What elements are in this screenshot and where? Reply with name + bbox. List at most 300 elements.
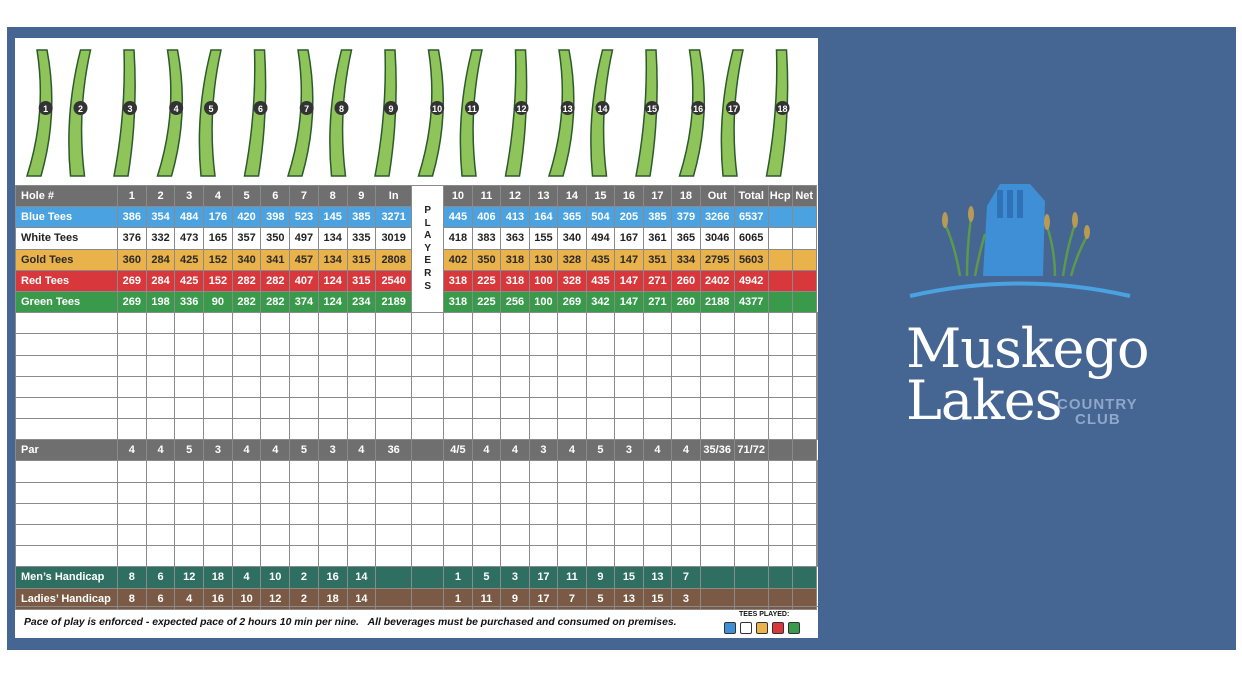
blank-score-cell[interactable] bbox=[318, 355, 347, 376]
blank-score-cell[interactable] bbox=[376, 397, 412, 418]
blank-score-cell[interactable] bbox=[643, 313, 672, 334]
blank-score-cell[interactable] bbox=[204, 461, 233, 482]
blank-score-cell[interactable] bbox=[290, 525, 319, 546]
blank-score-cell[interactable] bbox=[816, 525, 817, 546]
blank-score-cell[interactable] bbox=[204, 397, 233, 418]
blank-score-cell[interactable] bbox=[672, 334, 701, 355]
blank-score-cell[interactable] bbox=[816, 461, 817, 482]
blank-score-cell[interactable] bbox=[700, 525, 734, 546]
blank-score-cell[interactable] bbox=[412, 503, 444, 524]
blank-score-cell[interactable] bbox=[347, 546, 376, 567]
blank-score-cell[interactable] bbox=[412, 376, 444, 397]
blank-score-cell[interactable] bbox=[290, 334, 319, 355]
blank-score-cell[interactable] bbox=[376, 525, 412, 546]
blank-score-cell[interactable] bbox=[347, 313, 376, 334]
blank-score-cell[interactable] bbox=[146, 355, 175, 376]
blank-score-cell[interactable] bbox=[734, 482, 768, 503]
blank-score-cell[interactable] bbox=[146, 546, 175, 567]
blank-score-cell[interactable] bbox=[672, 525, 701, 546]
blank-score-cell[interactable] bbox=[290, 313, 319, 334]
blank-score-cell[interactable] bbox=[118, 461, 147, 482]
blank-score-cell[interactable] bbox=[376, 503, 412, 524]
blank-score-cell[interactable] bbox=[118, 546, 147, 567]
blank-score-cell[interactable] bbox=[615, 397, 644, 418]
blank-score-cell[interactable] bbox=[792, 546, 816, 567]
blank-score-cell[interactable] bbox=[643, 397, 672, 418]
blank-score-cell[interactable] bbox=[261, 419, 290, 440]
blank-score-cell[interactable] bbox=[734, 461, 768, 482]
blank-score-cell[interactable] bbox=[558, 313, 587, 334]
blank-score-cell[interactable] bbox=[204, 546, 233, 567]
blank-score-cell[interactable] bbox=[146, 482, 175, 503]
blank-score-cell[interactable] bbox=[412, 334, 444, 355]
blank-score-cell[interactable] bbox=[347, 419, 376, 440]
blank-score-cell[interactable] bbox=[146, 397, 175, 418]
blank-score-cell[interactable] bbox=[615, 461, 644, 482]
blank-score-cell[interactable] bbox=[175, 313, 204, 334]
blank-score-cell[interactable] bbox=[232, 525, 261, 546]
blank-score-cell[interactable] bbox=[204, 376, 233, 397]
blank-score-cell[interactable] bbox=[734, 503, 768, 524]
blank-score-cell[interactable] bbox=[444, 482, 473, 503]
blank-score-cell[interactable] bbox=[643, 376, 672, 397]
blank-score-cell[interactable] bbox=[16, 419, 118, 440]
blank-score-cell[interactable] bbox=[816, 419, 817, 440]
blank-score-cell[interactable] bbox=[472, 461, 501, 482]
blank-score-cell[interactable] bbox=[768, 313, 792, 334]
score-cell: 271 bbox=[643, 270, 672, 291]
blank-score-cell[interactable] bbox=[376, 376, 412, 397]
blank-score-cell[interactable] bbox=[768, 397, 792, 418]
blank-score-cell[interactable] bbox=[672, 482, 701, 503]
blank-score-cell[interactable] bbox=[816, 355, 817, 376]
blank-score-cell[interactable] bbox=[412, 397, 444, 418]
blank-score-cell[interactable] bbox=[175, 525, 204, 546]
blank-score-cell[interactable] bbox=[261, 397, 290, 418]
blank-score-cell[interactable] bbox=[792, 482, 816, 503]
blank-score-cell[interactable] bbox=[643, 461, 672, 482]
blank-score-cell[interactable] bbox=[700, 546, 734, 567]
blank-score-cell[interactable] bbox=[261, 503, 290, 524]
blank-score-cell[interactable] bbox=[444, 355, 473, 376]
blank-score-cell[interactable] bbox=[501, 546, 530, 567]
blank-score-cell[interactable] bbox=[558, 482, 587, 503]
blank-score-cell[interactable] bbox=[615, 376, 644, 397]
blank-score-cell[interactable] bbox=[16, 397, 118, 418]
blank-score-cell[interactable] bbox=[792, 355, 816, 376]
blank-score-cell[interactable] bbox=[261, 461, 290, 482]
score-cell: 5 bbox=[586, 440, 615, 461]
blank-score-cell[interactable] bbox=[792, 313, 816, 334]
blank-score-cell[interactable] bbox=[792, 334, 816, 355]
blank-score-cell[interactable] bbox=[529, 461, 558, 482]
blank-score-cell[interactable] bbox=[318, 461, 347, 482]
blank-score-cell[interactable] bbox=[16, 482, 118, 503]
blank-score-cell[interactable] bbox=[529, 376, 558, 397]
blank-score-cell[interactable] bbox=[118, 355, 147, 376]
blank-score-cell[interactable] bbox=[318, 546, 347, 567]
blank-score-cell[interactable] bbox=[529, 419, 558, 440]
blank-score-cell[interactable] bbox=[586, 397, 615, 418]
blank-score-cell[interactable] bbox=[672, 546, 701, 567]
blank-score-cell[interactable] bbox=[261, 376, 290, 397]
blank-score-cell[interactable] bbox=[472, 503, 501, 524]
blank-score-cell[interactable] bbox=[558, 355, 587, 376]
blank-score-cell[interactable] bbox=[529, 334, 558, 355]
blank-score-cell[interactable] bbox=[175, 461, 204, 482]
blank-score-cell[interactable] bbox=[472, 376, 501, 397]
blank-score-cell[interactable] bbox=[261, 313, 290, 334]
blank-score-cell[interactable] bbox=[672, 397, 701, 418]
blank-score-cell[interactable] bbox=[318, 313, 347, 334]
blank-score-cell[interactable] bbox=[501, 503, 530, 524]
blank-score-cell[interactable] bbox=[444, 313, 473, 334]
blank-score-cell[interactable] bbox=[175, 397, 204, 418]
blank-score-cell[interactable] bbox=[444, 461, 473, 482]
blank-score-cell[interactable] bbox=[558, 376, 587, 397]
blank-score-cell[interactable] bbox=[347, 461, 376, 482]
blank-score-cell[interactable] bbox=[412, 313, 444, 334]
blank-score-cell[interactable] bbox=[734, 355, 768, 376]
blank-score-cell[interactable] bbox=[290, 376, 319, 397]
blank-score-cell[interactable] bbox=[615, 525, 644, 546]
blank-score-cell[interactable] bbox=[412, 355, 444, 376]
blank-score-cell[interactable] bbox=[672, 313, 701, 334]
blank-score-cell[interactable] bbox=[412, 482, 444, 503]
blank-score-cell[interactable] bbox=[376, 334, 412, 355]
blank-score-cell[interactable] bbox=[700, 334, 734, 355]
blank-score-cell[interactable] bbox=[290, 419, 319, 440]
blank-score-cell[interactable] bbox=[376, 482, 412, 503]
blank-score-cell[interactable] bbox=[672, 503, 701, 524]
blank-score-cell[interactable] bbox=[16, 334, 118, 355]
blank-score-cell[interactable] bbox=[118, 313, 147, 334]
blank-score-cell[interactable] bbox=[792, 503, 816, 524]
blank-score-cell[interactable] bbox=[529, 482, 558, 503]
logo-sub-2: CLUB bbox=[1075, 411, 1121, 428]
blank-score-cell[interactable] bbox=[376, 313, 412, 334]
blank-score-cell[interactable] bbox=[376, 355, 412, 376]
blank-score-cell[interactable] bbox=[700, 503, 734, 524]
blank-score-cell[interactable] bbox=[501, 376, 530, 397]
blank-score-cell[interactable] bbox=[586, 419, 615, 440]
blank-score-cell[interactable] bbox=[586, 355, 615, 376]
blank-score-cell[interactable] bbox=[643, 355, 672, 376]
blank-score-cell[interactable] bbox=[615, 334, 644, 355]
blank-score-cell[interactable] bbox=[734, 376, 768, 397]
blank-score-cell[interactable] bbox=[615, 419, 644, 440]
blank-score-cell[interactable] bbox=[318, 482, 347, 503]
blank-score-cell[interactable] bbox=[175, 482, 204, 503]
blank-score-cell[interactable] bbox=[472, 546, 501, 567]
blank-score-cell[interactable] bbox=[412, 546, 444, 567]
blank-score-cell[interactable] bbox=[118, 419, 147, 440]
blank-score-cell[interactable] bbox=[768, 461, 792, 482]
blank-score-cell[interactable] bbox=[734, 313, 768, 334]
blank-score-cell[interactable] bbox=[175, 419, 204, 440]
score-cell: 10 bbox=[261, 567, 290, 588]
blank-score-cell[interactable] bbox=[376, 461, 412, 482]
blank-score-cell[interactable] bbox=[318, 334, 347, 355]
blank-score-cell[interactable] bbox=[232, 334, 261, 355]
blank-score-cell[interactable] bbox=[472, 482, 501, 503]
blank-score-cell[interactable] bbox=[232, 461, 261, 482]
blank-score-cell[interactable] bbox=[700, 419, 734, 440]
blank-score-cell[interactable] bbox=[816, 334, 817, 355]
tee-played-checkbox[interactable] bbox=[756, 622, 768, 634]
score-cell: 497 bbox=[290, 228, 319, 249]
blank-score-cell[interactable] bbox=[444, 397, 473, 418]
blank-score-cell[interactable] bbox=[558, 461, 587, 482]
blank-score-cell[interactable] bbox=[816, 376, 817, 397]
blank-score-cell[interactable] bbox=[204, 482, 233, 503]
blank-score-cell[interactable] bbox=[175, 546, 204, 567]
blank-score-cell[interactable] bbox=[232, 397, 261, 418]
blank-score-cell[interactable] bbox=[529, 546, 558, 567]
tee-played-checkbox[interactable] bbox=[724, 622, 736, 634]
blank-score-cell[interactable] bbox=[768, 419, 792, 440]
blank-score-cell[interactable] bbox=[232, 503, 261, 524]
blank-score-cell[interactable] bbox=[501, 397, 530, 418]
blank-score-cell[interactable] bbox=[232, 313, 261, 334]
blank-score-cell[interactable] bbox=[318, 525, 347, 546]
blank-score-cell[interactable] bbox=[558, 397, 587, 418]
blank-score-cell[interactable] bbox=[615, 546, 644, 567]
blank-score-cell[interactable] bbox=[146, 313, 175, 334]
score-cell: 1 bbox=[444, 567, 473, 588]
blank-score-cell[interactable] bbox=[501, 461, 530, 482]
blank-score-cell[interactable] bbox=[672, 419, 701, 440]
blank-score-cell[interactable] bbox=[290, 461, 319, 482]
blank-score-cell[interactable] bbox=[472, 525, 501, 546]
blank-score-cell[interactable] bbox=[672, 376, 701, 397]
blank-score-cell[interactable] bbox=[816, 397, 817, 418]
blank-score-cell[interactable] bbox=[261, 525, 290, 546]
blank-score-cell[interactable] bbox=[16, 525, 118, 546]
blank-score-cell[interactable] bbox=[444, 376, 473, 397]
blank-score-cell[interactable] bbox=[16, 503, 118, 524]
tee-played-checkbox[interactable] bbox=[772, 622, 784, 634]
blank-score-cell[interactable] bbox=[118, 482, 147, 503]
blank-score-cell[interactable] bbox=[290, 397, 319, 418]
blank-score-cell[interactable] bbox=[412, 525, 444, 546]
blank-score-cell[interactable] bbox=[529, 355, 558, 376]
blank-score-cell[interactable] bbox=[586, 334, 615, 355]
blank-score-cell[interactable] bbox=[700, 397, 734, 418]
blank-score-cell[interactable] bbox=[734, 334, 768, 355]
blank-score-cell[interactable] bbox=[586, 313, 615, 334]
blank-score-cell[interactable] bbox=[700, 313, 734, 334]
blank-score-cell[interactable] bbox=[558, 546, 587, 567]
blank-score-cell[interactable] bbox=[16, 546, 118, 567]
blank-score-cell[interactable] bbox=[118, 376, 147, 397]
blank-score-cell[interactable] bbox=[816, 313, 817, 334]
blank-score-cell[interactable] bbox=[501, 313, 530, 334]
blank-score-cell[interactable] bbox=[175, 334, 204, 355]
blank-score-cell[interactable] bbox=[734, 419, 768, 440]
blank-score-cell[interactable] bbox=[232, 546, 261, 567]
blank-score-cell[interactable] bbox=[444, 334, 473, 355]
blank-score-cell[interactable] bbox=[734, 397, 768, 418]
blank-score-cell[interactable] bbox=[204, 313, 233, 334]
blank-score-cell[interactable] bbox=[261, 334, 290, 355]
blank-score-cell[interactable] bbox=[16, 461, 118, 482]
blank-score-cell[interactable] bbox=[347, 525, 376, 546]
blank-score-cell[interactable] bbox=[501, 482, 530, 503]
blank-score-cell[interactable] bbox=[318, 419, 347, 440]
blank-score-cell[interactable] bbox=[768, 546, 792, 567]
blank-score-cell[interactable] bbox=[643, 482, 672, 503]
blank-score-cell[interactable] bbox=[501, 355, 530, 376]
blank-score-cell[interactable] bbox=[768, 503, 792, 524]
blank-score-cell[interactable] bbox=[734, 546, 768, 567]
blank-score-cell[interactable] bbox=[558, 334, 587, 355]
score-cell: 225 bbox=[472, 270, 501, 291]
blank-score-cell[interactable] bbox=[318, 397, 347, 418]
blank-score-cell[interactable] bbox=[412, 419, 444, 440]
blank-score-cell[interactable] bbox=[586, 376, 615, 397]
blank-score-cell[interactable] bbox=[232, 419, 261, 440]
blank-score-cell[interactable] bbox=[204, 503, 233, 524]
blank-score-cell[interactable] bbox=[472, 419, 501, 440]
blank-score-cell[interactable] bbox=[444, 525, 473, 546]
blank-score-cell[interactable] bbox=[146, 503, 175, 524]
blank-score-cell[interactable] bbox=[347, 482, 376, 503]
blank-score-cell[interactable] bbox=[290, 482, 319, 503]
blank-score-cell[interactable] bbox=[444, 546, 473, 567]
blank-score-cell[interactable] bbox=[529, 313, 558, 334]
blank-score-cell[interactable] bbox=[816, 503, 817, 524]
blank-score-cell[interactable] bbox=[558, 525, 587, 546]
blank-score-cell[interactable] bbox=[816, 482, 817, 503]
blank-score-cell[interactable] bbox=[347, 376, 376, 397]
blank-score-cell[interactable] bbox=[261, 482, 290, 503]
blank-score-cell[interactable] bbox=[118, 503, 147, 524]
blank-score-cell[interactable] bbox=[586, 503, 615, 524]
blank-score-cell[interactable] bbox=[768, 376, 792, 397]
blank-score-cell[interactable] bbox=[558, 503, 587, 524]
blank-score-cell[interactable] bbox=[175, 503, 204, 524]
blank-score-cell[interactable] bbox=[529, 397, 558, 418]
blank-score-cell[interactable] bbox=[700, 376, 734, 397]
blank-score-cell[interactable] bbox=[16, 376, 118, 397]
blank-score-cell[interactable] bbox=[261, 355, 290, 376]
blank-score-cell[interactable] bbox=[232, 482, 261, 503]
blank-score-cell[interactable] bbox=[792, 461, 816, 482]
blank-score-cell[interactable] bbox=[615, 482, 644, 503]
blank-score-cell[interactable] bbox=[146, 525, 175, 546]
blank-score-cell[interactable] bbox=[529, 503, 558, 524]
blank-score-cell[interactable] bbox=[472, 334, 501, 355]
blank-score-cell[interactable] bbox=[472, 397, 501, 418]
blank-score-cell[interactable] bbox=[615, 503, 644, 524]
blank-score-cell[interactable] bbox=[146, 376, 175, 397]
blank-score-cell[interactable] bbox=[472, 313, 501, 334]
blank-score-cell[interactable] bbox=[118, 334, 147, 355]
blank-score-cell[interactable] bbox=[232, 376, 261, 397]
blank-score-cell[interactable] bbox=[261, 546, 290, 567]
blank-score-cell[interactable] bbox=[586, 461, 615, 482]
blank-score-cell[interactable] bbox=[672, 355, 701, 376]
blank-score-cell[interactable] bbox=[118, 397, 147, 418]
blank-score-cell[interactable] bbox=[290, 503, 319, 524]
tee-played-checkbox[interactable] bbox=[788, 622, 800, 634]
blank-score-cell[interactable] bbox=[347, 334, 376, 355]
blank-score-cell[interactable] bbox=[501, 334, 530, 355]
blank-score-cell[interactable] bbox=[768, 525, 792, 546]
blank-score-cell[interactable] bbox=[318, 376, 347, 397]
blank-score-cell[interactable] bbox=[118, 525, 147, 546]
blank-score-cell[interactable] bbox=[318, 503, 347, 524]
blank-score-cell[interactable] bbox=[700, 482, 734, 503]
blank-score-cell[interactable] bbox=[700, 461, 734, 482]
blank-score-cell[interactable] bbox=[204, 419, 233, 440]
blank-score-cell[interactable] bbox=[204, 334, 233, 355]
blank-score-cell[interactable] bbox=[792, 419, 816, 440]
blank-score-cell[interactable] bbox=[204, 355, 233, 376]
blank-score-cell[interactable] bbox=[376, 419, 412, 440]
score-cell: 284 bbox=[146, 249, 175, 270]
blank-score-cell[interactable] bbox=[586, 482, 615, 503]
blank-score-cell[interactable] bbox=[232, 355, 261, 376]
blank-score-cell[interactable] bbox=[615, 313, 644, 334]
blank-score-cell[interactable] bbox=[700, 355, 734, 376]
tee-played-checkbox[interactable] bbox=[740, 622, 752, 634]
blank-score-cell[interactable] bbox=[643, 503, 672, 524]
blank-score-cell[interactable] bbox=[472, 355, 501, 376]
blank-score-cell[interactable] bbox=[501, 419, 530, 440]
blank-score-cell[interactable] bbox=[290, 355, 319, 376]
blank-score-cell[interactable] bbox=[146, 334, 175, 355]
blank-score-cell[interactable] bbox=[204, 525, 233, 546]
blank-score-cell[interactable] bbox=[643, 525, 672, 546]
blank-score-cell[interactable] bbox=[643, 546, 672, 567]
blank-score-cell[interactable] bbox=[501, 525, 530, 546]
blank-score-cell[interactable] bbox=[16, 355, 118, 376]
blank-score-cell[interactable] bbox=[146, 419, 175, 440]
blank-score-cell[interactable] bbox=[586, 546, 615, 567]
blank-score-cell[interactable] bbox=[347, 397, 376, 418]
blank-score-cell[interactable] bbox=[146, 461, 175, 482]
blank-score-cell[interactable] bbox=[792, 376, 816, 397]
blank-score-cell[interactable] bbox=[672, 461, 701, 482]
blank-score-cell[interactable] bbox=[16, 313, 118, 334]
blank-score-cell[interactable] bbox=[615, 355, 644, 376]
blank-score-cell[interactable] bbox=[643, 334, 672, 355]
blank-score-cell[interactable] bbox=[643, 419, 672, 440]
blank-score-cell[interactable] bbox=[347, 355, 376, 376]
blank-score-cell[interactable] bbox=[768, 334, 792, 355]
blank-score-cell[interactable] bbox=[792, 525, 816, 546]
blank-score-cell[interactable] bbox=[586, 525, 615, 546]
blank-score-cell[interactable] bbox=[412, 461, 444, 482]
blank-score-cell[interactable] bbox=[768, 482, 792, 503]
blank-score-cell[interactable] bbox=[175, 376, 204, 397]
blank-score-cell[interactable] bbox=[558, 419, 587, 440]
blank-score-cell[interactable] bbox=[768, 355, 792, 376]
blank-score-cell[interactable] bbox=[444, 503, 473, 524]
score-cell: 5 bbox=[586, 588, 615, 609]
blank-score-cell[interactable] bbox=[376, 546, 412, 567]
blank-score-cell[interactable] bbox=[734, 525, 768, 546]
blank-score-cell[interactable] bbox=[816, 546, 817, 567]
blank-score-cell[interactable] bbox=[175, 355, 204, 376]
blank-score-cell[interactable] bbox=[529, 525, 558, 546]
blank-score-cell[interactable] bbox=[792, 397, 816, 418]
blank-score-cell[interactable] bbox=[290, 546, 319, 567]
blank-score-cell[interactable] bbox=[347, 503, 376, 524]
blank-score-cell[interactable] bbox=[444, 419, 473, 440]
